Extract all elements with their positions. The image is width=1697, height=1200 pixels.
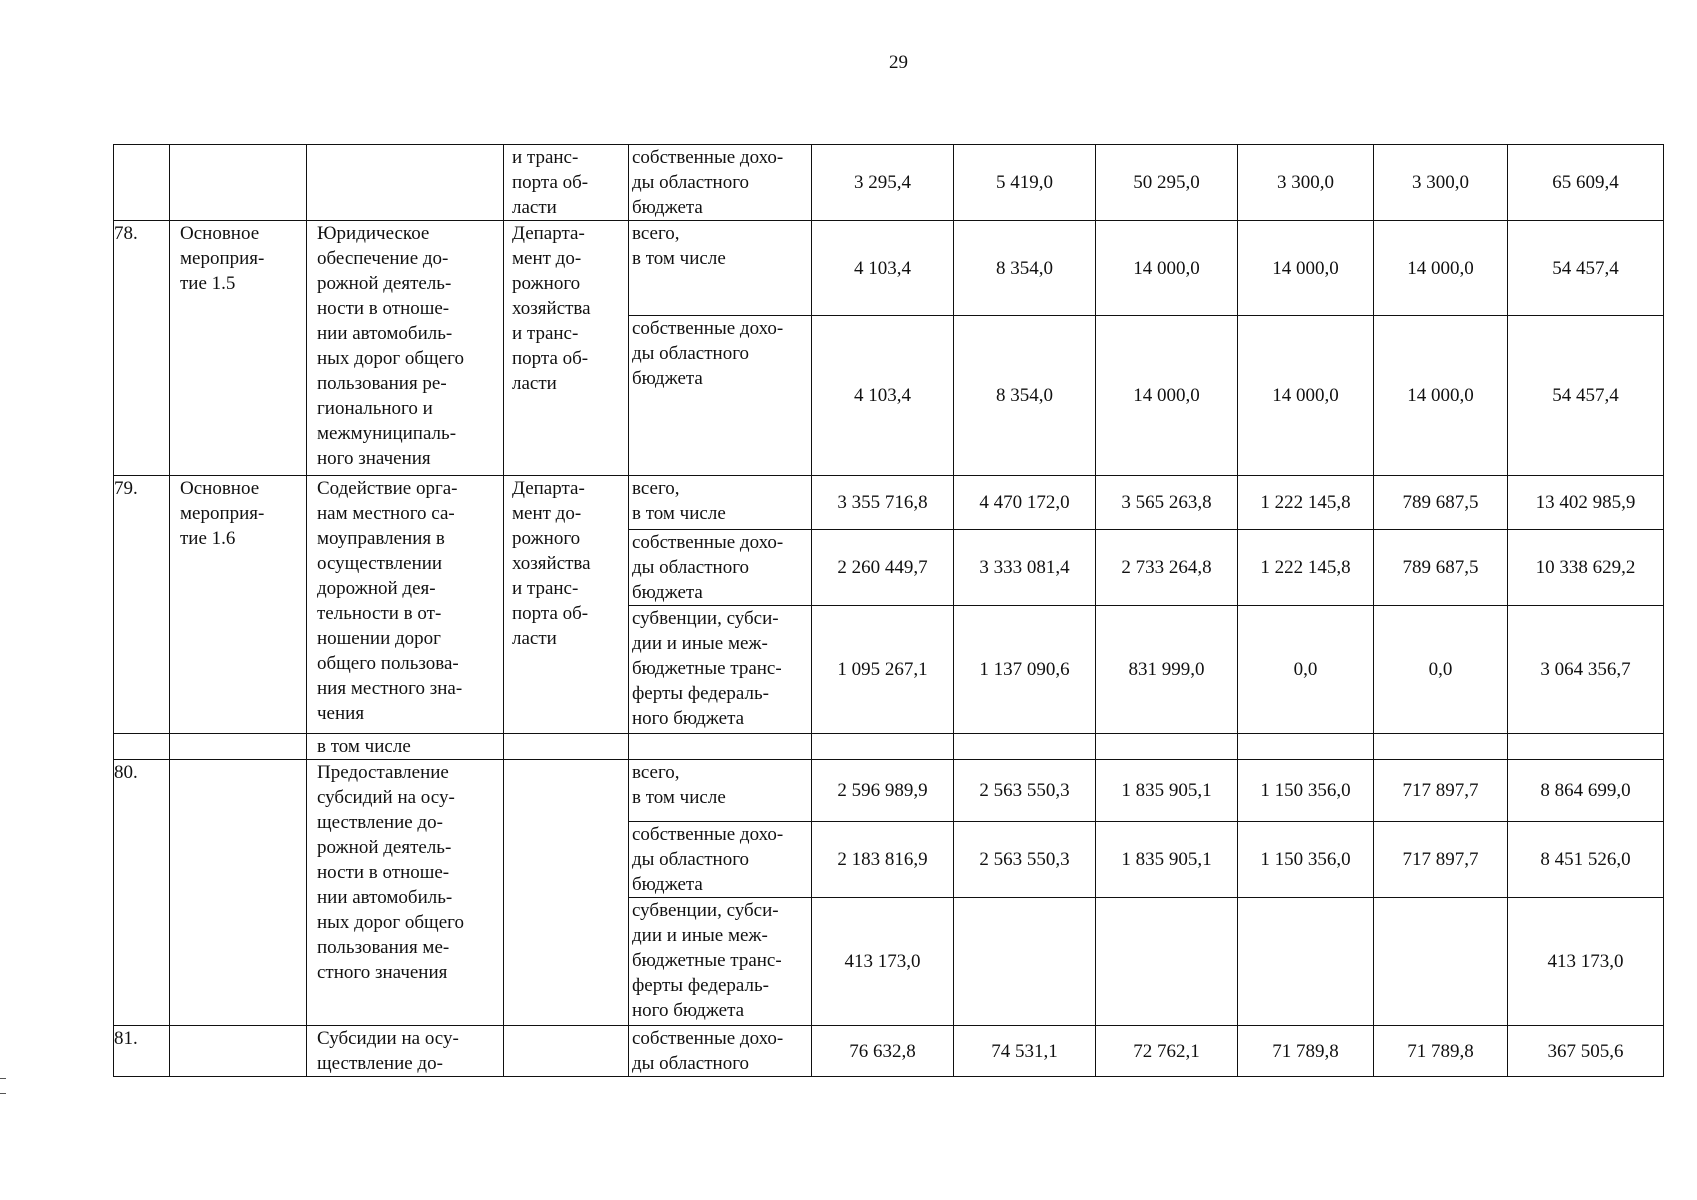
source-cell: собственные дохо- ды областного бюджета xyxy=(629,145,812,221)
value-cell xyxy=(1096,734,1238,760)
event-cell: Основное мероприя- тие 1.5 xyxy=(170,221,307,476)
value-cell xyxy=(1374,734,1508,760)
source-cell: собственные дохо- ды областного бюджета xyxy=(629,530,812,606)
value-cell: 1 222 145,8 xyxy=(1238,530,1374,606)
dept-cell: и транс- порта об- ласти xyxy=(504,145,629,221)
value-cell: 3 333 081,4 xyxy=(954,530,1096,606)
value-cell: 14 000,0 xyxy=(1238,221,1374,316)
budget-table xyxy=(113,144,1664,1077)
value-cell: 8 451 526,0 xyxy=(1508,822,1664,898)
name-cell xyxy=(307,145,504,221)
value-cell xyxy=(954,898,1096,1026)
source-cell: всего, в том числе xyxy=(629,221,812,316)
dept-cell xyxy=(504,760,629,1026)
event-cell: Основное мероприя- тие 1.6 xyxy=(170,476,307,734)
value-cell: 831 999,0 xyxy=(1096,606,1238,734)
value-cell: 717 897,7 xyxy=(1374,760,1508,822)
source-cell: субвенции, субси- дии и иные меж- бюджетные транс- ферты федераль- ного бюджета xyxy=(629,606,812,734)
value-cell: 13 402 985,9 xyxy=(1508,476,1664,530)
value-cell: 1 137 090,6 xyxy=(954,606,1096,734)
row-number-cell: 79. xyxy=(114,476,170,734)
value-cell: 54 457,4 xyxy=(1508,221,1664,316)
value-cell xyxy=(954,734,1096,760)
table-row xyxy=(114,221,1664,316)
value-cell xyxy=(1374,898,1508,1026)
name-cell: Предоставление субсидий на осу- ществление до- рожной деятель- ности в отноше- нии автомобиль- ных дорог общего пользования ме- стного значения xyxy=(307,760,504,1026)
value-cell: 367 505,6 xyxy=(1508,1026,1664,1077)
table-row xyxy=(114,1026,1664,1077)
source-cell: собственные дохо- ды областного xyxy=(629,1026,812,1077)
value-cell: 4 103,4 xyxy=(812,221,954,316)
table-row xyxy=(114,145,1664,221)
name-cell: Содействие орга- нам местного са- моуправления в осуществлении дорожной дея- тельности в от- ношении дорог общего пользова- ния местного зна- чения xyxy=(307,476,504,734)
value-cell xyxy=(1238,734,1374,760)
value-cell: 1 150 356,0 xyxy=(1238,822,1374,898)
table-row xyxy=(114,734,1664,760)
row-number-cell: 78. xyxy=(114,221,170,476)
value-cell xyxy=(812,734,954,760)
page-number: 29 xyxy=(889,52,908,73)
row-number-cell xyxy=(114,145,170,221)
value-cell: 65 609,4 xyxy=(1508,145,1664,221)
row-number-cell: 80. xyxy=(114,760,170,1026)
value-cell: 71 789,8 xyxy=(1238,1026,1374,1077)
value-cell: 3 355 716,8 xyxy=(812,476,954,530)
name-cell: Юридическое обеспечение до- рожной деятель- ности в отноше- нии автомобиль- ных дорог общего пользования ре- гионального и межмуниципаль- ного значения xyxy=(307,221,504,476)
value-cell: 3 295,4 xyxy=(812,145,954,221)
value-cell: 2 260 449,7 xyxy=(812,530,954,606)
value-cell: 3 300,0 xyxy=(1374,145,1508,221)
source-cell: собственные дохо- ды областного бюджета xyxy=(629,316,812,476)
value-cell: 2 563 550,3 xyxy=(954,760,1096,822)
source-cell: субвенции, субси- дии и иные меж- бюджетные транс- ферты федераль- ного бюджета xyxy=(629,898,812,1026)
value-cell: 2 183 816,9 xyxy=(812,822,954,898)
value-cell: 14 000,0 xyxy=(1374,316,1508,476)
source-cell xyxy=(629,734,812,760)
value-cell: 789 687,5 xyxy=(1374,530,1508,606)
value-cell: 72 762,1 xyxy=(1096,1026,1238,1077)
value-cell xyxy=(1508,734,1664,760)
value-cell: 8 864 699,0 xyxy=(1508,760,1664,822)
value-cell: 4 103,4 xyxy=(812,316,954,476)
value-cell: 8 354,0 xyxy=(954,221,1096,316)
value-cell: 54 457,4 xyxy=(1508,316,1664,476)
value-cell: 14 000,0 xyxy=(1374,221,1508,316)
value-cell: 8 354,0 xyxy=(954,316,1096,476)
value-cell: 0,0 xyxy=(1238,606,1374,734)
value-cell: 717 897,7 xyxy=(1374,822,1508,898)
value-cell: 10 338 629,2 xyxy=(1508,530,1664,606)
value-cell: 1 835 905,1 xyxy=(1096,760,1238,822)
value-cell: 5 419,0 xyxy=(954,145,1096,221)
value-cell: 71 789,8 xyxy=(1374,1026,1508,1077)
source-cell: всего, в том числе xyxy=(629,476,812,530)
value-cell: 3 064 356,7 xyxy=(1508,606,1664,734)
value-cell: 413 173,0 xyxy=(812,898,954,1026)
event-cell xyxy=(170,734,307,760)
value-cell: 1 222 145,8 xyxy=(1238,476,1374,530)
row-number-cell xyxy=(114,734,170,760)
value-cell: 1 835 905,1 xyxy=(1096,822,1238,898)
scan-margin-mark xyxy=(0,1078,6,1094)
value-cell: 3 300,0 xyxy=(1238,145,1374,221)
value-cell: 3 565 263,8 xyxy=(1096,476,1238,530)
dept-cell: Департа- мент до- рожного хозяйства и транс- порта об- ласти xyxy=(504,476,629,734)
event-cell xyxy=(170,1026,307,1077)
name-cell: Субсидии на осу- ществление до- xyxy=(307,1026,504,1077)
table-row xyxy=(114,476,1664,530)
value-cell: 76 632,8 xyxy=(812,1026,954,1077)
table-row xyxy=(114,760,1664,822)
dept-cell xyxy=(504,1026,629,1077)
event-cell xyxy=(170,145,307,221)
value-cell: 2 563 550,3 xyxy=(954,822,1096,898)
value-cell xyxy=(1096,898,1238,1026)
value-cell: 14 000,0 xyxy=(1096,316,1238,476)
value-cell: 1 095 267,1 xyxy=(812,606,954,734)
dept-cell xyxy=(504,734,629,760)
source-cell: всего, в том числе xyxy=(629,760,812,822)
value-cell: 2 733 264,8 xyxy=(1096,530,1238,606)
value-cell: 4 470 172,0 xyxy=(954,476,1096,530)
value-cell: 1 150 356,0 xyxy=(1238,760,1374,822)
event-cell xyxy=(170,760,307,1026)
name-cell: в том числе xyxy=(307,734,504,760)
value-cell: 14 000,0 xyxy=(1238,316,1374,476)
value-cell: 0,0 xyxy=(1374,606,1508,734)
value-cell: 413 173,0 xyxy=(1508,898,1664,1026)
source-cell: собственные дохо- ды областного бюджета xyxy=(629,822,812,898)
value-cell: 50 295,0 xyxy=(1096,145,1238,221)
value-cell: 2 596 989,9 xyxy=(812,760,954,822)
dept-cell: Департа- мент до- рожного хозяйства и транс- порта об- ласти xyxy=(504,221,629,476)
value-cell xyxy=(1238,898,1374,1026)
value-cell: 14 000,0 xyxy=(1096,221,1238,316)
row-number-cell: 81. xyxy=(114,1026,170,1077)
value-cell: 789 687,5 xyxy=(1374,476,1508,530)
value-cell: 74 531,1 xyxy=(954,1026,1096,1077)
